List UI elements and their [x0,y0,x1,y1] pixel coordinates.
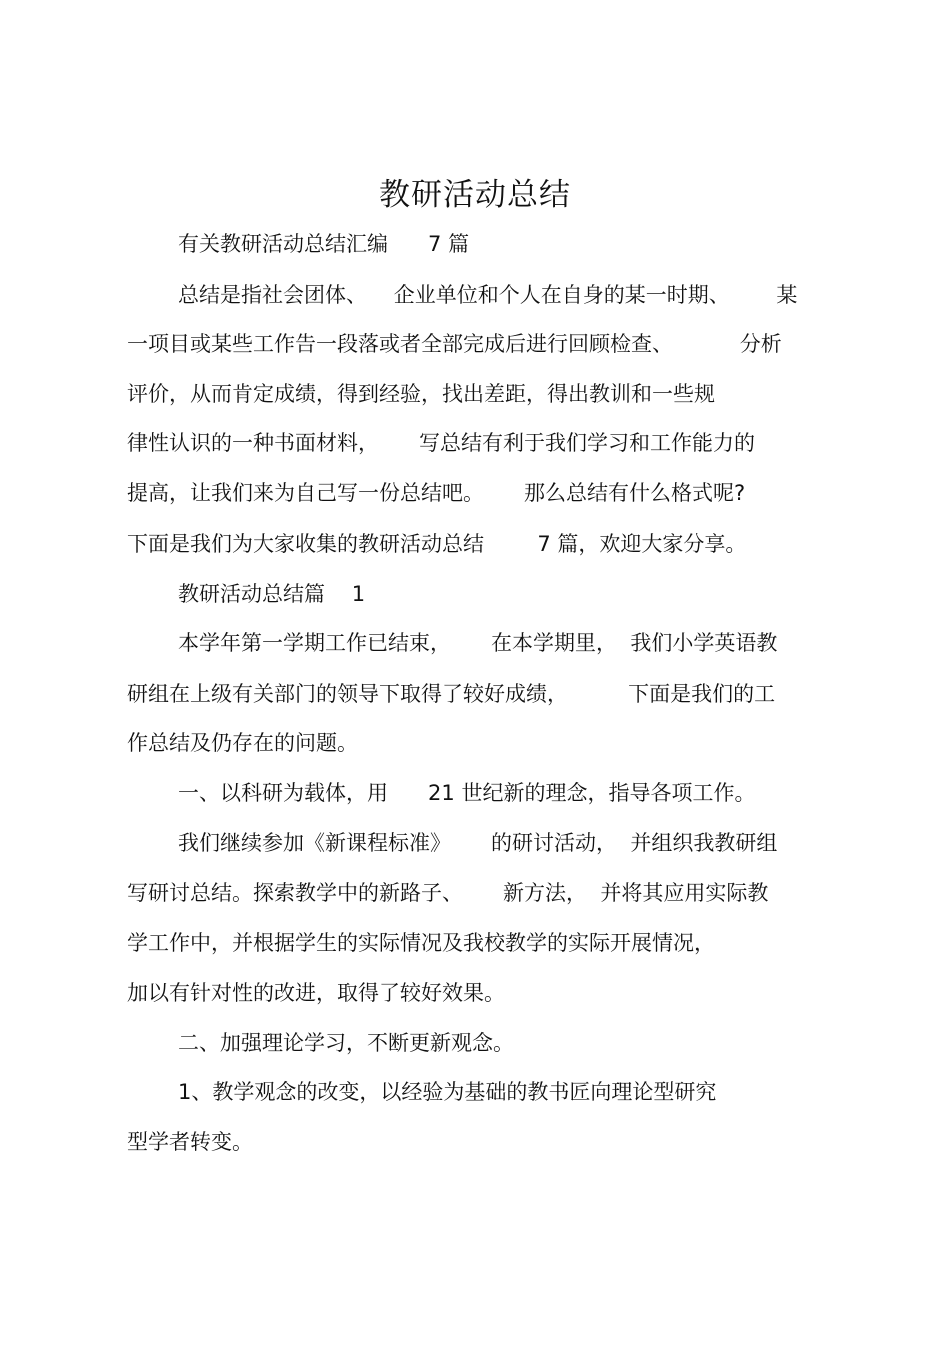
paragraph-line: 研组在上级有关部门的领导下取得了较好成绩， 下面是我们的工 [127,682,776,706]
paragraph-line: 评价，从而肯定成绩，得到经验，找出差距，得出教训和一些规 [127,382,715,406]
paragraph-line: 1、教学观念的改变，以经验为基础的教书匠向理论型研究 [178,1080,717,1104]
paragraph-line: 型学者转变。 [127,1130,253,1154]
section-heading: 教研活动总结篇 1 [178,582,366,606]
paragraph-line: 写研讨总结。探索教学中的新路子、 新方法， 并将其应用实际教 [127,881,769,905]
paragraph-line: 加以有针对性的改进，取得了较好效果。 [127,981,505,1005]
paragraph-line: 作总结及仍存在的问题。 [127,731,358,755]
document-title: 教研活动总结 [379,177,571,213]
paragraph-line: 我们继续参加《新课程标准》 的研讨活动， 并组织我教研组 [178,831,778,855]
section-heading: 二、加强理论学习，不断更新观念。 [178,1031,514,1055]
paragraph-line: 学工作中，并根据学生的实际情况及我校教学的实际开展情况， [127,931,715,955]
subtitle-line: 有关教研活动总结汇编 7 篇 [178,232,470,256]
paragraph-line: 下面是我们为大家收集的教研活动总结 7 篇，欢迎大家分享。 [127,532,747,556]
paragraph-line: 一项目或某些工作告一段落或者全部完成后进行回顾检查、 分析 [127,332,782,356]
paragraph-line: 提高，让我们来为自己写一份总结吧。 那么总结有什么格式呢? [127,481,746,505]
paragraph-line: 律性认识的一种书面材料， 写总结有利于我们学习和工作能力的 [127,431,756,455]
section-heading: 一、以科研为载体，用 21 世纪新的理念，指导各项工作。 [178,781,756,805]
paragraph-line: 总结是指社会团体、 企业单位和个人在自身的某一时期、 某 [178,283,798,307]
paragraph-line: 本学年第一学期工作已结束， 在本学期里， 我们小学英语教 [178,631,778,655]
